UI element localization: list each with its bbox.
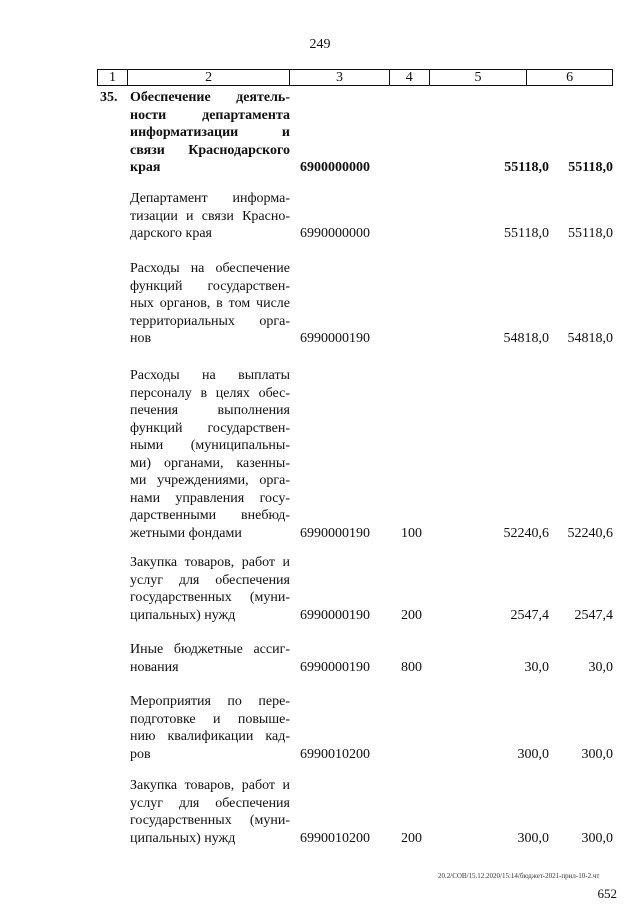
row-expense-type: 200 (401, 830, 422, 846)
column-header-2: 2 (128, 70, 290, 85)
row-name (130, 777, 290, 847)
row-name-line: функций государствен- (130, 420, 290, 436)
row-amount-2021: 55118,0 (504, 226, 549, 241)
row-name-line: персоналу в целях обес- (130, 385, 290, 401)
row-amount-total: 55118,0 (568, 226, 613, 241)
row-name-line: ципальных) нужд (130, 830, 236, 846)
row-name-line: жетными фондами (130, 525, 242, 541)
row-amount-2021: 52240,6 (503, 525, 549, 541)
row-name (130, 693, 290, 763)
footer-stamp: 20.2/СОВ/15.12.2020/15:14/бюджет-2021-прил-10-2.чт (438, 872, 600, 880)
row-name (130, 89, 290, 177)
row-name-line: территориальных орга- (130, 313, 290, 329)
row-name-line: ми) органами, казенны- (130, 455, 290, 471)
row-code: 6990000190 (300, 659, 370, 675)
row-name-line: печения выполнения (130, 403, 290, 418)
row-name-line: информатизации и (130, 125, 290, 140)
row-amount-total: 55118,0 (568, 160, 613, 175)
row-amount-total: 300,0 (581, 746, 613, 762)
row-name-line: государственных (муни- (130, 813, 290, 828)
column-header-4: 4 (390, 70, 430, 85)
row-amount-2021: 2547,4 (510, 607, 549, 623)
row-code: 6990000190 (300, 525, 370, 541)
row-code: 6990000190 (300, 607, 370, 623)
row-amount-total: 52240,6 (567, 525, 613, 541)
page-number-top: 249 (309, 37, 331, 52)
row-amount-2021: 54818,0 (503, 331, 549, 346)
row-name (130, 641, 290, 676)
row-code: 6990010200 (300, 746, 370, 762)
row-code: 6990010200 (300, 830, 370, 846)
row-name-line: нов (130, 331, 152, 346)
row-name-line: подготовке и повыше- (130, 711, 290, 727)
row-expense-type: 200 (401, 607, 422, 623)
row-number: 35. (100, 90, 118, 105)
row-amount-total: 54818,0 (567, 331, 613, 346)
column-header-6: 6 (566, 70, 574, 85)
row-name-line: нования (130, 659, 179, 675)
column-header-1: 1 (98, 70, 128, 85)
row-name-line: ми учреждениями, орга- (130, 473, 290, 488)
row-amount-total: 300,0 (581, 830, 613, 846)
row-name-line: ных органов, в том числе (130, 296, 290, 311)
row-expense-type: 100 (401, 525, 422, 541)
row-name-line: Расходы на обеспечение (130, 261, 290, 276)
row-expense-type: 800 (401, 659, 422, 675)
row-name-line: ров (130, 746, 151, 762)
row-name-line: Мероприятия по пере- (130, 694, 290, 709)
row-name-line: Обеспечение деятель- (130, 90, 290, 105)
row-name-line: ными (муниципальны- (130, 438, 290, 453)
row-code: 6990000000 (300, 226, 370, 241)
column-header-5: 5 (430, 70, 528, 85)
row-name-line: государственных (муни- (130, 590, 290, 605)
row-name-line: Департамент информа- (130, 191, 290, 206)
row-amount-total: 30,0 (588, 659, 613, 675)
row-name-line: Расходы на выплаты (130, 368, 290, 383)
row-name-line: дарского края (130, 226, 212, 241)
row-name (130, 260, 290, 348)
row-code: 6900000000 (300, 160, 370, 175)
row-name-line: дарственными внебюд- (130, 508, 290, 523)
row-name-line: Закупка товаров, работ и (130, 555, 290, 570)
page-number-bottom: 652 (597, 886, 617, 901)
row-name-line: Иные бюджетные ассиг- (130, 642, 290, 657)
row-amount-2021: 300,0 (517, 830, 549, 846)
row-name-line: края (130, 160, 161, 175)
row-name-line: нию квалификации кад- (130, 729, 290, 744)
row-name-line: услуг для обеспечения (130, 572, 290, 588)
row-name (130, 554, 290, 624)
row-amount-2021: 30,0 (524, 659, 549, 675)
row-name-line: тизации и связи Красно- (130, 208, 290, 224)
row-code: 6990000190 (300, 331, 370, 346)
column-header-3: 3 (290, 70, 390, 85)
column-header-row (97, 69, 613, 86)
row-name-line: связи Краснодарского (130, 142, 290, 158)
row-name-line: нами управления госу- (130, 490, 290, 506)
row-name-line: Закупка товаров, работ и (130, 778, 290, 793)
row-name-line: ности департамента (130, 107, 290, 123)
row-amount-total: 2547,4 (574, 607, 613, 623)
row-amount-2021: 300,0 (517, 746, 549, 762)
row-name (130, 367, 290, 542)
row-amount-2021: 55118,0 (504, 160, 549, 175)
row-name-line: функций государствен- (130, 278, 290, 294)
row-name-line: ципальных) нужд (130, 607, 236, 623)
row-name (130, 190, 290, 243)
row-name-line: услуг для обеспечения (130, 795, 290, 811)
